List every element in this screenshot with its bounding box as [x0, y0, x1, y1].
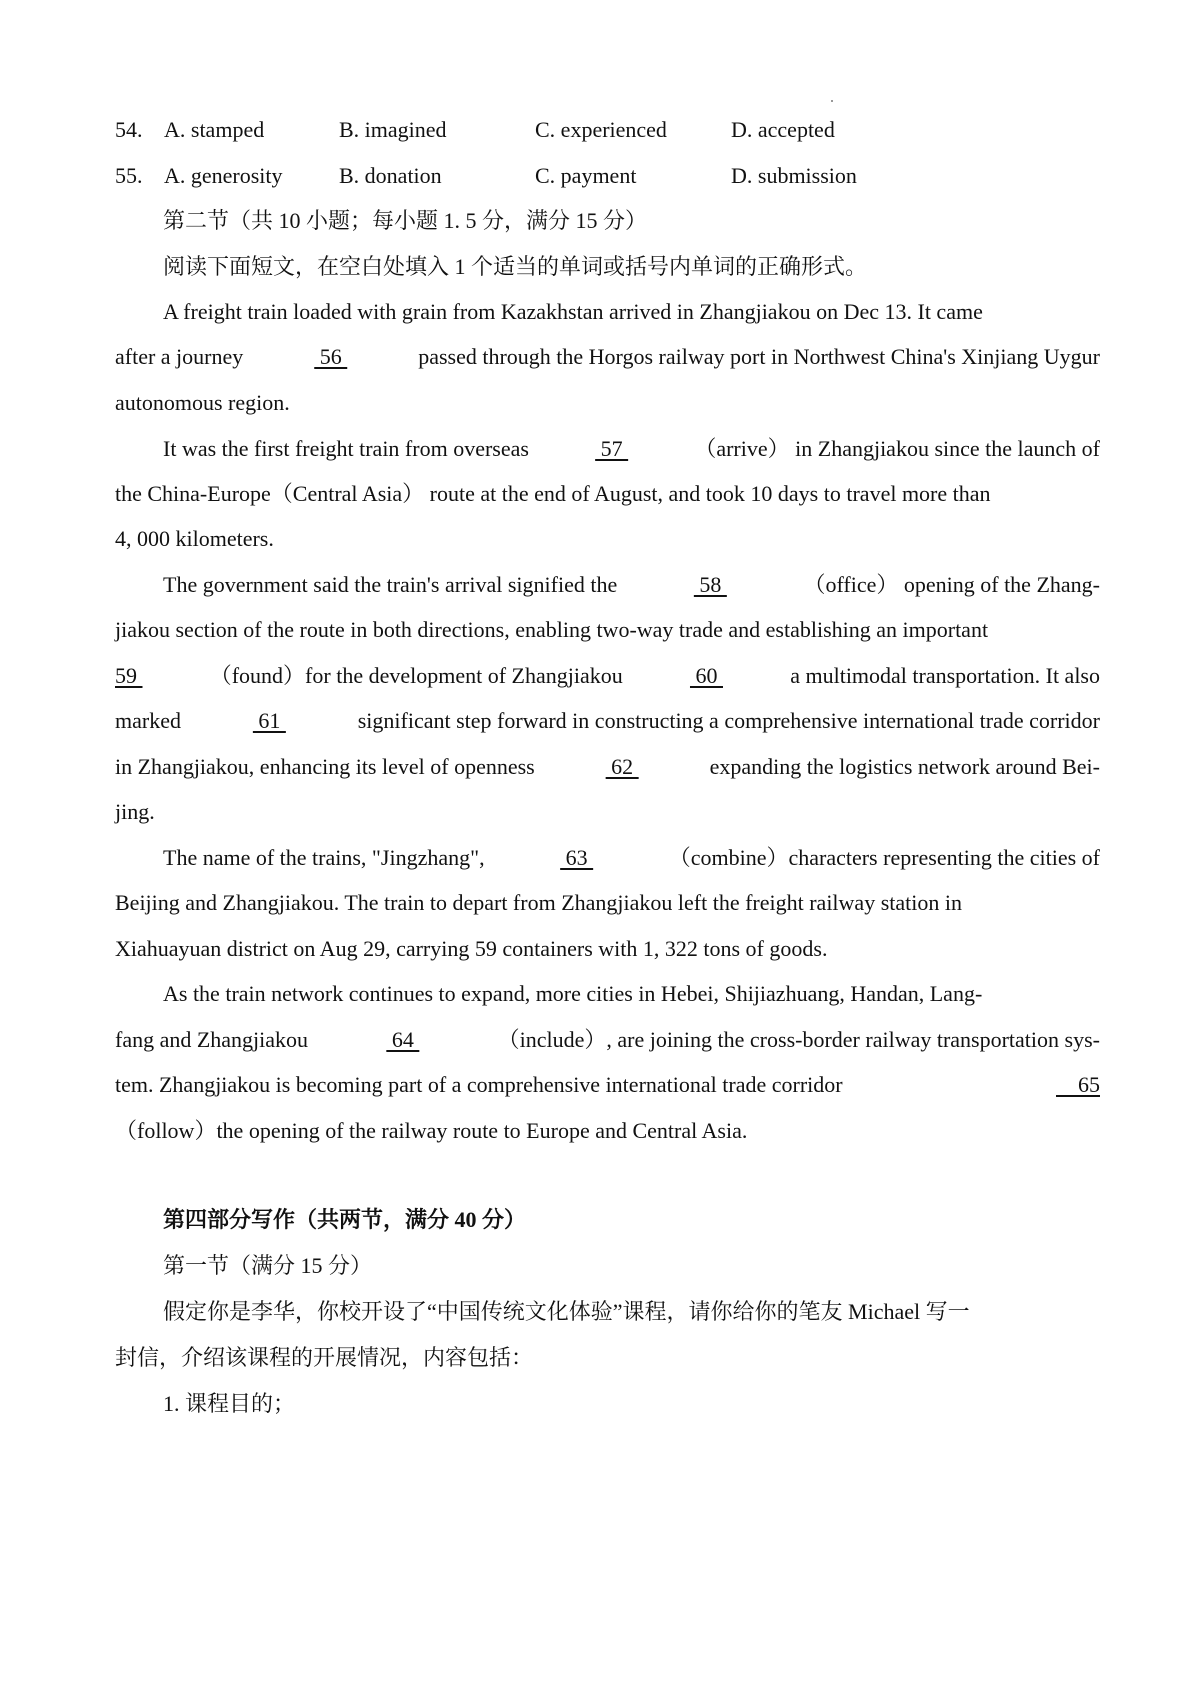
option-d: D. accepted — [731, 117, 835, 142]
scan-speck — [831, 100, 833, 102]
blank-59: 59 — [115, 663, 143, 688]
passage-line — [163, 568, 1100, 602]
passage-line — [115, 704, 1100, 738]
text: A freight train loaded with grain from Kazakhstan arrived in Zhangjiakou on Dec 13. It came — [163, 299, 983, 324]
text: As the train network continues to expand, more cities in Hebei, Shijiazhuang, Handan, Lang- — [163, 981, 983, 1006]
question-number: 55. — [115, 163, 143, 188]
text: （office） opening of the Zhang- — [803, 572, 1100, 597]
text: fang and Zhangjiakou — [115, 1027, 309, 1052]
passage-line: jing. — [115, 799, 155, 824]
passage-line — [115, 1068, 1100, 1102]
passage-line: autonomous region. — [115, 390, 290, 415]
text: The name of the trains, "Jingzhang", — [163, 845, 485, 870]
passage-line — [115, 659, 1100, 693]
part4-heading: 第四部分写作（共两节，满分 40 分） — [163, 1207, 527, 1232]
blank-64: 64 — [386, 1027, 420, 1052]
text: a multimodal transportation. It also — [790, 663, 1100, 688]
passage-line — [115, 477, 1100, 511]
passage-line — [115, 340, 1100, 374]
text: （combine）characters representing the cities of — [668, 845, 1100, 870]
question-54-options — [115, 113, 1115, 147]
passage-line — [115, 613, 1100, 647]
blank-60: 60 — [689, 663, 723, 688]
writing-prompt-line: 封信，介绍该课程的开展情况，内容包括： — [115, 1345, 534, 1370]
text: （arrive） in Zhangjiakou since the launch of — [694, 436, 1100, 461]
passage-line — [163, 977, 1100, 1011]
text: passed through the Horgos railway port in Northwest China's Xinjiang Uygur — [418, 344, 1100, 369]
text: in Zhangjiakou, enhancing its level of openness — [115, 754, 535, 779]
passage-line — [115, 886, 1100, 920]
blank-63: 63 — [560, 845, 594, 870]
text: Beijing and Zhangjiakou. The train to depart from Zhangjiakou left the freight railway station in — [115, 890, 962, 915]
text: significant step forward in constructing a comprehensive international trade corridor — [357, 708, 1100, 733]
text: after a journey — [115, 344, 244, 369]
section2-heading: 第二节（共 10 小题；每小题 1. 5 分，满分 15 分） — [163, 208, 648, 233]
passage-line — [163, 295, 1100, 329]
text: marked — [115, 708, 181, 733]
text: （found）for the development of Zhangjiakou — [209, 663, 623, 688]
passage-line — [115, 750, 1100, 784]
blank-65: 65 — [1056, 1072, 1100, 1097]
question-number: 54. — [115, 117, 143, 142]
option-c: C. experienced — [535, 117, 667, 142]
part4-section1: 第一节（满分 15 分） — [163, 1253, 373, 1278]
option-a: A. generosity — [164, 163, 283, 188]
question-55-options — [115, 159, 1115, 193]
text: jiakou section of the route in both directions, enabling two-way trade and establishing an important — [115, 617, 989, 642]
passage-line: Xiahuayuan district on Aug 29, carrying 59 containers with 1, 322 tons of goods. — [115, 936, 828, 961]
passage-line: 4, 000 kilometers. — [115, 526, 274, 551]
text: 假定你是李华，你校开设了“中国传统文化体验”课程，请你给你的笔友 Michael 写一 — [163, 1299, 970, 1324]
passage-line — [163, 841, 1100, 875]
blank-58: 58 — [693, 572, 727, 597]
section2-instruction: 阅读下面短文，在空白处填入 1 个适当的单词或括号内单词的正确形式。 — [163, 254, 868, 279]
option-d: D. submission — [731, 163, 857, 188]
text: the China-Europe（Central Asia） route at the end of August, and took 10 days to travel more than — [115, 481, 991, 506]
passage-line — [163, 432, 1100, 466]
option-c: C. payment — [535, 163, 637, 188]
text: It was the first freight train from overseas — [163, 436, 529, 461]
passage-line: （follow）the opening of the railway route to Europe and Central Asia. — [115, 1118, 748, 1143]
text: expanding the logistics network around Bei- — [709, 754, 1100, 779]
option-b: B. imagined — [339, 117, 447, 142]
text: tem. Zhangjiakou is becoming part of a comprehensive international trade corridor — [115, 1072, 843, 1097]
text: The government said the train's arrival signified the — [163, 572, 618, 597]
blank-62: 62 — [605, 754, 639, 779]
writing-prompt-line — [163, 1295, 1100, 1329]
passage-line — [115, 1023, 1100, 1057]
blank-57: 57 — [595, 436, 629, 461]
blank-56: 56 — [314, 344, 348, 369]
blank-61: 61 — [252, 708, 286, 733]
option-a: A. stamped — [164, 117, 265, 142]
text: （include）, are joining the cross-border railway transportation sys- — [497, 1027, 1100, 1052]
option-b: B. donation — [339, 163, 442, 188]
writing-prompt-item: 1. 课程目的； — [163, 1391, 296, 1416]
